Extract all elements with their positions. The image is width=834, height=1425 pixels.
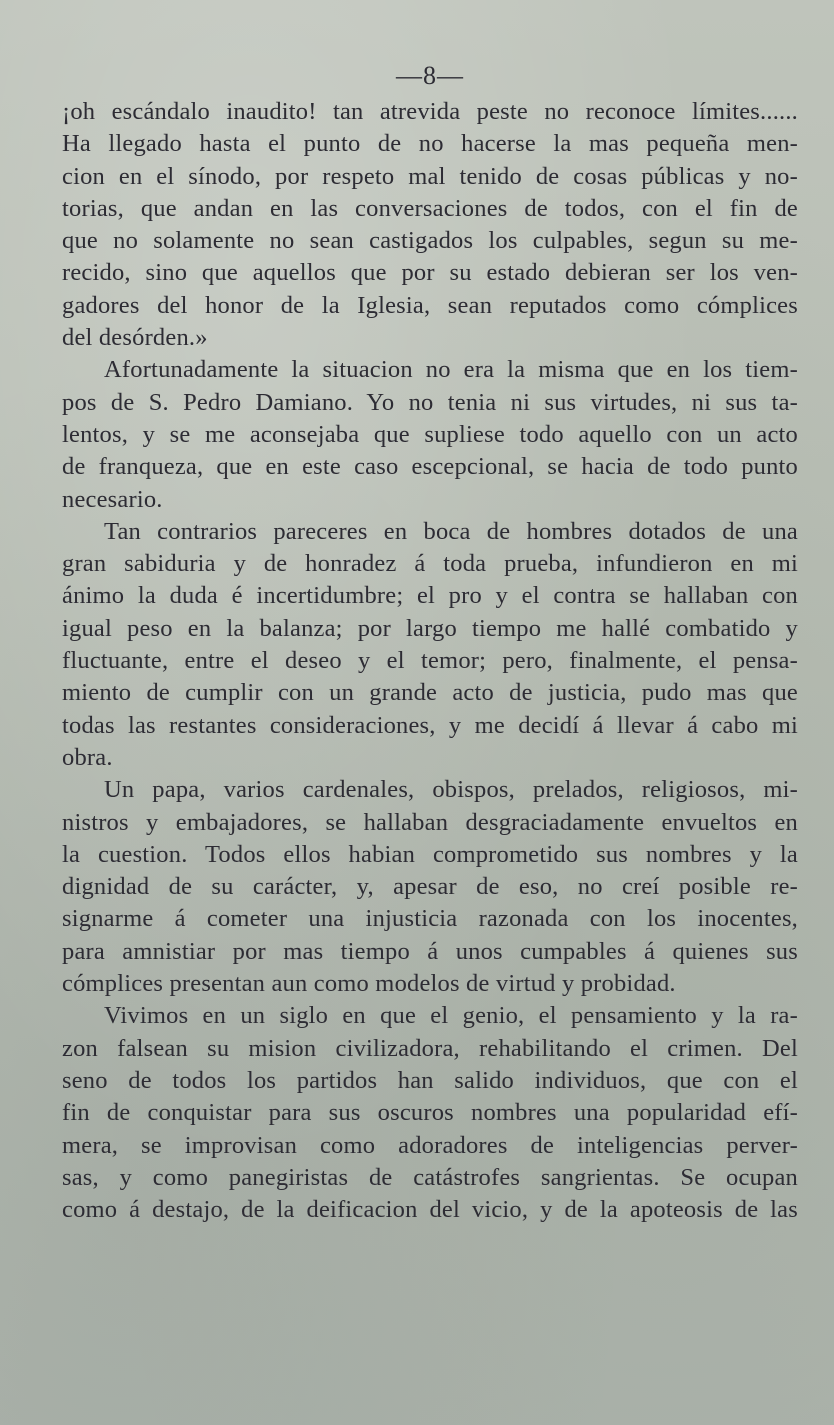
text-line: necesario. [62,485,163,513]
text-line: zon falsean su mision civilizadora, rehabilitando el crimen. Del [62,1034,798,1062]
paragraph [62,354,798,515]
text-line: del desórden.» [62,324,208,352]
text-line: recido, sino que aquellos que por su estado debieran ser los ven- [62,259,798,287]
text-line: que no solamente no sean castigados los culpables, segun su me- [62,227,798,255]
text-line: ánimo la duda é incertidumbre; el pro y el contra se hallaban con [62,582,798,610]
text-line: miento de cumplir con un grande acto de justicia, pudo mas que [62,679,798,707]
page-number: —8— [396,61,464,90]
body-text [62,96,798,1226]
text-line: fluctuante, entre el deseo y el temor; pero, finalmente, el pensa- [62,647,798,675]
text-line: gadores del honor de la Iglesia, sean reputados como cómplices [62,291,798,319]
text-line: pos de S. Pedro Damiano. Yo no tenia ni sus virtudes, ni sus ta- [62,388,798,416]
text-line: gran sabiduria y de honradez á toda prueba, infundieron en mi [62,550,798,578]
paragraph [62,1000,798,1226]
text-line: lentos, y se me aconsejaba que supliese todo aquello con un acto [62,420,798,448]
text-line: cion en el sínodo, por respeto mal tenido de cosas públicas y no- [62,162,798,190]
text-line: como á destajo, de la deificacion del vicio, y de la apoteosis de las [62,1196,798,1224]
text-line: Un papa, varios cardenales, obispos, prelados, religiosos, mi- [104,776,798,804]
text-line: mera, se improvisan como adoradores de inteligencias perver- [62,1131,798,1159]
text-line: sas, y como panegiristas de catástrofes sangrientas. Se ocupan [62,1163,798,1191]
text-line: signarme á cometer una injusticia razonada con los inocentes, [62,905,798,933]
text-line: para amnistiar por mas tiempo á unos cumpables á quienes sus [62,937,798,965]
text-line: fin de conquistar para sus oscuros nombres una popularidad efí- [62,1099,798,1127]
paragraph [62,96,798,354]
text-line: Vivimos en un siglo en que el genio, el pensamiento y la ra- [104,1002,798,1030]
text-line: torias, que andan en las conversaciones de todos, con el fin de [62,194,798,222]
text-line: Afortunadamente la situacion no era la misma que en los tiem- [104,356,798,384]
paragraph [62,516,798,774]
text-line: de franqueza, que en este caso escepcional, se hacia de todo punto [62,453,798,481]
text-line: dignidad de su carácter, y, apesar de eso, no creí posible re- [62,873,798,901]
text-line: todas las restantes consideraciones, y me decidí á llevar á cabo mi [62,711,798,739]
text-line: la cuestion. Todos ellos habian comprometido sus nombres y la [62,840,798,868]
text-line: ¡oh escándalo inaudito! tan atrevida peste no reconoce límites...... [62,98,798,125]
text-line: obra. [62,743,113,771]
text-line: igual peso en la balanza; por largo tiempo me hallé combatido y [62,614,798,642]
text-line: nistros y embajadores, se hallaban desgraciadamente envueltos en [62,808,798,836]
text-line: cómplices presentan aun como modelos de virtud y probidad. [62,970,676,998]
text-line: Tan contrarios pareceres en boca de hombres dotados de una [104,517,798,545]
text-line: Ha llegado hasta el punto de no hacerse la mas pequeña men- [62,130,798,158]
text-line: seno de todos los partidos han salido individuos, que con el [62,1066,798,1094]
paragraph [62,774,798,1000]
